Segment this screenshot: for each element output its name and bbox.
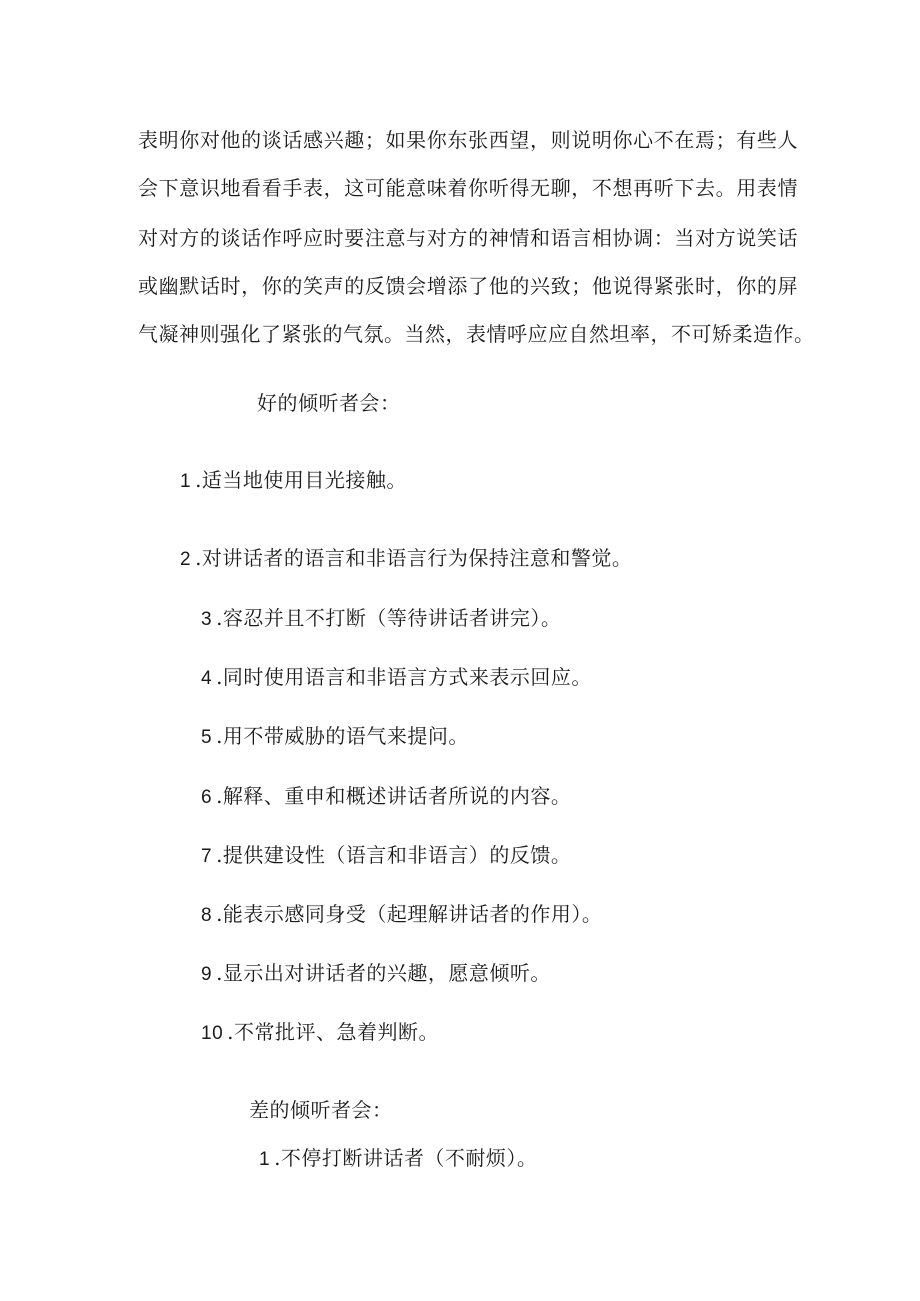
list-item <box>201 961 551 987</box>
list-item <box>201 665 592 691</box>
list-item <box>201 902 602 928</box>
paragraph-line: 气凝神则强化了紧张的气氛。当然，表情呼应应自然坦率，不可矫柔造作。 <box>138 322 815 346</box>
list-item <box>201 843 571 869</box>
list-item <box>180 546 632 572</box>
good-listener-heading: 好的倾听者会： <box>257 391 401 415</box>
list-item-number: 3 <box>201 609 213 630</box>
list-item-text: .不停打断讲话者（不耐烦）。 <box>274 1146 538 1170</box>
paragraph-line: 对对方的谈话作呼应时要注意与对方的神情和语言相协调：当对方说笑话 <box>138 226 798 250</box>
list-item-text: .容忍并且不打断（等待讲话者讲完）。 <box>216 606 562 630</box>
paragraph-line: 会下意识地看看手表，这可能意味着你听得无聊，不想再听下去。用表情 <box>138 176 798 200</box>
list-item-number: 10 <box>201 1023 224 1044</box>
bad-listener-heading: 差的倾听者会： <box>249 1098 393 1122</box>
list-item-number: 9 <box>201 964 213 985</box>
list-item-number: 7 <box>201 846 213 867</box>
list-item-text: .用不带威胁的语气来提问。 <box>216 724 469 748</box>
list-item-number: 8 <box>201 905 213 926</box>
list-item-number: 4 <box>201 668 213 689</box>
list-item-number: 2 <box>180 549 192 570</box>
list-item <box>201 784 571 810</box>
list-item-text: .不常批评、急着判断。 <box>227 1020 439 1044</box>
list-item-text: .解释、重申和概述讲话者所说的内容。 <box>216 784 572 808</box>
list-item-text: .对讲话者的语言和非语言行为保持注意和警觉。 <box>195 546 633 570</box>
list-item-text: .适当地使用目光接触。 <box>195 468 407 492</box>
list-item-text: .同时使用语言和非语言方式来表示回应。 <box>216 665 592 689</box>
list-item <box>201 1020 439 1046</box>
list-item-text: .提供建设性（语言和非语言）的反馈。 <box>216 843 572 867</box>
list-item <box>201 724 469 750</box>
list-item <box>201 606 561 632</box>
list-item <box>259 1146 537 1172</box>
paragraph-line: 或幽默话时，你的笑声的反馈会增添了他的兴致；他说得紧张时，你的屏 <box>138 274 798 298</box>
list-item-number: 5 <box>201 727 213 748</box>
list-item-text: .能表示感同身受（起理解讲话者的作用）。 <box>216 902 603 926</box>
list-item-text: .显示出对讲话者的兴趣，愿意倾听。 <box>216 961 551 985</box>
paragraph-line: 表明你对他的谈话感兴趣；如果你东张西望，则说明你心不在焉；有些人 <box>138 128 798 152</box>
list-item-number: 1 <box>259 1149 271 1170</box>
list-item <box>180 468 407 494</box>
list-item-number: 1 <box>180 471 192 492</box>
list-item-number: 6 <box>201 787 213 808</box>
